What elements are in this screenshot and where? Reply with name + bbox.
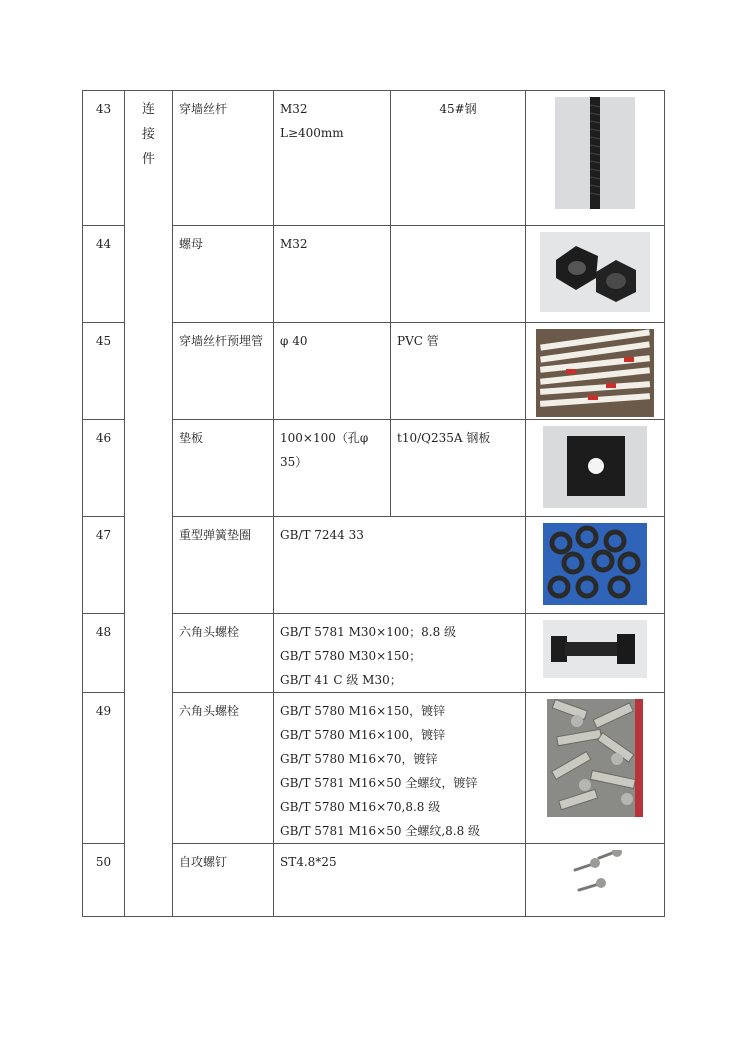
item-name: 六角头螺栓 [173, 693, 274, 844]
pvc-pipe-icon [536, 329, 654, 417]
row-number: 43 [83, 91, 125, 226]
galvanized-bolts-icon [547, 699, 643, 817]
fastener-spec-table [82, 90, 665, 917]
item-material: PVC 管 [391, 323, 526, 420]
item-spec: φ 40 [274, 323, 391, 420]
self-tapping-screw-icon [565, 850, 625, 902]
item-photo [526, 323, 665, 420]
item-photo [526, 517, 665, 614]
item-photo [526, 844, 665, 917]
row-number: 49 [83, 693, 125, 844]
table-row [83, 91, 665, 226]
row-number: 48 [83, 614, 125, 693]
row-number: 46 [83, 420, 125, 517]
item-spec: M32 [274, 226, 391, 323]
row-number: 50 [83, 844, 125, 917]
item-spec: ST4.8*25 [274, 844, 526, 917]
item-photo [526, 91, 665, 226]
spring-washer-icon [543, 523, 647, 605]
row-number: 45 [83, 323, 125, 420]
item-photo [526, 693, 665, 844]
item-name: 重型弹簧垫圈 [173, 517, 274, 614]
item-spec: 100×100（孔φ 35） [274, 420, 391, 517]
threaded-rod-icon [555, 97, 635, 209]
item-name: 穿墙丝杆 [173, 91, 274, 226]
item-photo [526, 614, 665, 693]
item-spec: GB/T 5781 M30×100；8.8 级 GB/T 5780 M30×150； GB/T 41 C 级 M30； [274, 614, 526, 693]
item-photo [526, 420, 665, 517]
category-label: 连接件 [141, 102, 155, 167]
hex-bolt-icon [543, 620, 647, 678]
item-material: t10/Q235A 钢板 [391, 420, 526, 517]
item-name: 六角头螺栓 [173, 614, 274, 693]
item-material [391, 226, 526, 323]
category-cell [125, 91, 173, 917]
row-number: 47 [83, 517, 125, 614]
row-number: 44 [83, 226, 125, 323]
item-material: 45#钢 [391, 91, 526, 226]
item-name: 螺母 [173, 226, 274, 323]
item-spec: M32 L≥400mm [274, 91, 391, 226]
hex-nut-icon [540, 232, 650, 312]
item-photo [526, 226, 665, 323]
square-washer-icon [543, 426, 647, 508]
item-name: 穿墙丝杆预埋管 [173, 323, 274, 420]
item-spec: GB/T 5780 M16×150，镀锌 GB/T 5780 M16×100，镀锌 GB/T 5780 M16×70，镀锌 GB/T 5781 M16×50 全螺纹，镀锌 GB/T 5780 M16×70,8.8 级 GB/T 5781 M16×50 全螺纹,8.8 级 [274, 693, 526, 844]
item-name: 自攻螺钉 [173, 844, 274, 917]
item-name: 垫板 [173, 420, 274, 517]
item-spec: GB/T 7244 33 [274, 517, 526, 614]
